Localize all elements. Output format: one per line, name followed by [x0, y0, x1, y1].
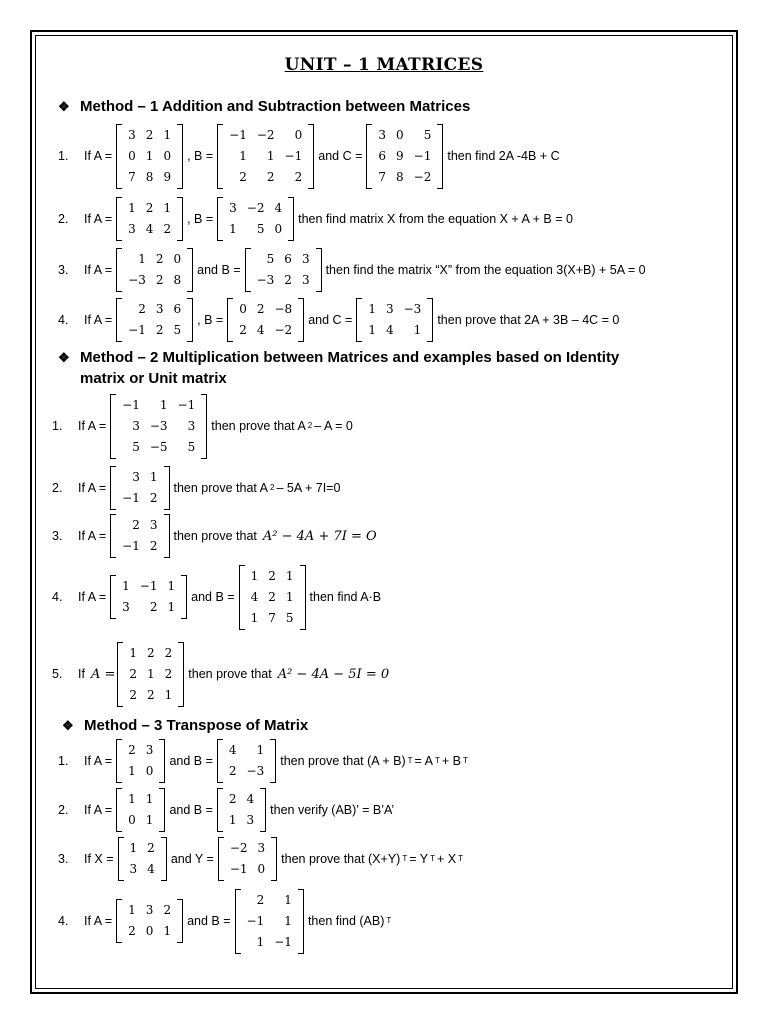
matrix-entry: 1 — [149, 470, 158, 484]
matrix-entry: 1 — [138, 252, 146, 266]
matrix-entry: 1 — [239, 148, 247, 163]
matrix — [217, 196, 294, 242]
matrix-entry: 1 — [163, 924, 172, 938]
matrix-entry: 4 — [250, 589, 259, 604]
matrix-entry: 2 — [228, 792, 237, 806]
matrix-entry: 0 — [173, 252, 182, 266]
matrix — [110, 574, 187, 620]
matrix-entry: 3 — [301, 273, 310, 287]
matrix-entry: 0 — [145, 924, 154, 938]
diamond-bullet-icon: ❖ — [58, 99, 70, 114]
matrix-entry: 0 — [274, 222, 283, 236]
question-text: then prove that 2A + 3B – 4C = 0 — [437, 313, 620, 327]
matrix-entry: 4 — [228, 743, 237, 757]
matrix-entry: 0 — [396, 127, 404, 142]
matrix-entry: 9 — [163, 169, 172, 184]
matrix — [217, 738, 276, 784]
matrix-entry: 1 — [128, 903, 136, 917]
question-text: then find matrix X from the equation X + A + B = 0 — [298, 212, 573, 226]
matrix-entry: 0 — [163, 148, 172, 163]
matrix-entry: 0 — [128, 148, 136, 163]
question-number: 2. — [52, 481, 63, 495]
question-row: 1. If A = 2 3 1 0 and B = 4 1 2 −3 then prove that (A + B) T = A T + B T — [58, 738, 468, 784]
matrix-entry: 2 — [147, 645, 155, 660]
matrix-entry: 2 — [164, 645, 173, 660]
matrix — [218, 836, 277, 882]
matrix-entry: 1 — [129, 841, 138, 855]
matrix — [227, 297, 304, 343]
matrix — [110, 513, 169, 559]
question-text: then prove that — [188, 667, 272, 681]
matrix — [235, 888, 304, 955]
question-text: and B = — [197, 263, 241, 277]
matrix-entry: 1 — [284, 913, 292, 928]
page-title: UNIT – 1 MATRICES — [284, 55, 484, 75]
matrix-entry: 3 — [129, 862, 138, 876]
matrix — [110, 393, 207, 460]
matrix-entry: −1 — [122, 491, 140, 505]
matrix-entry: 6 — [284, 252, 292, 266]
matrix-entry: 4 — [256, 323, 265, 337]
equation: A = — [90, 666, 116, 682]
matrix-entry: 1 — [284, 892, 292, 907]
question-row — [58, 787, 396, 833]
matrix-entry: 5 — [187, 439, 196, 454]
matrix-entry: 0 — [294, 127, 303, 142]
question-text: If A = — [78, 529, 107, 543]
matrix-entry: 1 — [129, 645, 138, 660]
matrix-entry: 3 — [378, 127, 387, 142]
question-text: then prove that A — [173, 481, 269, 495]
question-text: and B = — [187, 914, 231, 928]
question-number: 2. — [58, 803, 69, 817]
matrix-entry: 7 — [128, 169, 136, 184]
matrix-entry: 1 — [368, 323, 376, 337]
matrix-entry: −3 — [256, 273, 275, 287]
matrix-entry: 3 — [246, 813, 255, 827]
matrix-entry: 2 — [138, 302, 146, 316]
question-row — [52, 562, 383, 632]
question-text: If A = — [78, 419, 107, 433]
matrix-entry: 6 — [173, 302, 182, 316]
question-text: If A = — [84, 914, 113, 928]
matrix-entry: 3 — [257, 841, 266, 855]
matrix-entry: 5 — [285, 610, 294, 625]
matrix-entry: −1 — [128, 323, 146, 337]
matrix-entry: −2 — [246, 201, 265, 215]
question-row — [58, 297, 621, 343]
question-text: and B = — [191, 590, 235, 604]
question-row: 2. If A = 3 1 −1 2 then prove that A 2 – 5A + 7I=0 — [52, 465, 342, 511]
question-row: 3. If X = 1 2 3 4 and Y = −2 3 −1 0 then prove that (X+Y) T = Y T + X T — [58, 836, 463, 882]
section-heading-method-2: ❖ Method – 2 Multiplication between Matrices and examples based on Identity matrix or Unit matrix — [58, 349, 620, 387]
question-text: – A = 0 — [314, 419, 353, 433]
matrix — [116, 196, 183, 242]
matrix — [245, 247, 322, 293]
question-text: and Y = — [170, 852, 214, 866]
matrix — [118, 836, 167, 882]
matrix-entry: 3 — [145, 743, 154, 757]
question-number: 4. — [52, 590, 63, 604]
matrix-entry: 3 — [132, 418, 140, 433]
matrix-entry: 2 — [149, 539, 158, 553]
matrix-entry: −1 — [274, 934, 292, 949]
section-heading-method-3: ❖ Method – 3 Transpose of Matrix — [62, 717, 309, 734]
matrix-entry: 2 — [163, 222, 172, 236]
matrix-entry: 3 — [301, 252, 310, 266]
section-heading-method-1: ❖ Method – 1 Addition and Subtraction between Matrices — [58, 98, 471, 115]
matrix-entry: 1 — [285, 568, 294, 583]
matrix-entry: 8 — [145, 169, 154, 184]
matrix-entry: 1 — [228, 813, 237, 827]
matrix-entry: 1 — [256, 743, 265, 757]
matrix-entry: 2 — [228, 764, 237, 778]
question-text: If — [78, 667, 85, 681]
matrix-entry: 3 — [132, 470, 140, 484]
matrix-entry: 1 — [368, 302, 376, 316]
question-row — [52, 639, 389, 709]
matrix — [366, 123, 443, 190]
matrix-entry: 8 — [396, 169, 404, 184]
matrix-entry: 7 — [268, 610, 276, 625]
matrix-entry: 2 — [266, 169, 275, 184]
equation: A² − 4A − 5I = 0 — [277, 666, 390, 682]
matrix-entry: 4 — [274, 201, 283, 215]
question-number: 3. — [52, 529, 63, 543]
matrix-entry: 1 — [128, 792, 136, 806]
matrix-entry: 2 — [268, 568, 276, 583]
matrix-entry: 2 — [147, 841, 155, 855]
matrix-entry: −3 — [246, 764, 265, 778]
question-number: 1. — [52, 419, 63, 433]
matrix-entry: 3 — [128, 222, 136, 236]
matrix-entry: 3 — [385, 302, 394, 316]
matrix-entry: 1 — [256, 934, 265, 949]
matrix-entry: 2 — [155, 323, 164, 337]
matrix-entry: 1 — [250, 568, 259, 583]
matrix-entry: −1 — [229, 862, 248, 876]
matrix-entry: 2 — [149, 600, 158, 614]
question-number: 1. — [58, 149, 69, 163]
question-text: If A = — [84, 754, 113, 768]
matrix-entry: 1 — [145, 813, 154, 827]
matrix-entry: −1 — [229, 127, 247, 142]
matrix-entry: 1 — [128, 764, 136, 778]
matrix — [110, 465, 169, 511]
question-row: 1. If A = −1 1 −1 3 −3 3 5 −5 5 then prove that A 2 – A = 0 — [52, 391, 355, 461]
matrix-entry: 1 — [128, 201, 136, 215]
matrix-entry: −5 — [149, 439, 168, 454]
matrix — [356, 297, 433, 343]
question-number: 4. — [58, 914, 69, 928]
matrix-entry: 1 — [167, 600, 176, 614]
matrix-entry: 2 — [164, 666, 173, 681]
question-text: – 5A + 7I=0 — [276, 481, 341, 495]
matrix-entry: 2 — [294, 169, 303, 184]
matrix-entry: 4 — [246, 792, 255, 806]
question-text: and C = — [318, 149, 363, 163]
matrix-entry: 1 — [122, 579, 130, 593]
matrix-entry: −1 — [177, 397, 196, 412]
matrix — [239, 564, 306, 631]
matrix-entry: 2 — [145, 201, 154, 215]
matrix-entry: 1 — [266, 148, 275, 163]
question-text: and C = — [308, 313, 353, 327]
question-text: = Y — [409, 852, 429, 866]
matrix-entry: −2 — [229, 841, 248, 855]
matrix-entry: −1 — [122, 539, 140, 553]
matrix-entry: −3 — [128, 273, 146, 287]
matrix-entry: 6 — [378, 148, 387, 163]
matrix-entry: 2 — [128, 924, 136, 938]
matrix-entry: −2 — [256, 127, 275, 142]
question-text: If A = — [78, 590, 107, 604]
matrix-entry: 4 — [147, 862, 155, 876]
matrix-entry: 1 — [145, 792, 154, 806]
matrix-entry: 1 — [164, 687, 173, 702]
diamond-bullet-icon: ❖ — [62, 718, 74, 733]
question-text: then find 2A -4B + C — [447, 149, 560, 163]
matrix — [217, 123, 314, 190]
matrix-entry: 3 — [187, 418, 196, 433]
question-text: If A = — [78, 481, 107, 495]
matrix-entry: −1 — [413, 148, 432, 163]
matrix-entry: 5 — [423, 127, 432, 142]
matrix-entry: −2 — [413, 169, 432, 184]
matrix-entry: 3 — [149, 518, 158, 532]
matrix-entry: 8 — [173, 273, 182, 287]
question-text: then prove that A — [211, 419, 306, 433]
question-text: then prove that — [173, 529, 257, 543]
question-text: + X — [437, 852, 457, 866]
matrix-entry: 3 — [145, 903, 154, 917]
matrix-entry: 2 — [239, 169, 247, 184]
question-text: , B = — [187, 212, 214, 226]
question-text: then find (AB) — [307, 914, 385, 928]
question-number: 2. — [58, 212, 69, 226]
diamond-bullet-icon: ❖ — [58, 350, 70, 365]
matrix-entry: −2 — [274, 323, 293, 337]
matrix-entry: −3 — [149, 418, 168, 433]
matrix-entry: 1 — [250, 610, 259, 625]
question-number: 1. — [58, 754, 69, 768]
question-text: If A = — [84, 263, 113, 277]
matrix — [116, 297, 193, 343]
matrix-entry: 2 — [155, 273, 164, 287]
matrix-entry: 2 — [147, 687, 155, 702]
matrix — [117, 641, 184, 708]
question-text: and B = — [169, 754, 213, 768]
matrix-entry: 5 — [266, 252, 275, 266]
matrix-entry: 2 — [149, 491, 158, 505]
question-text: + B — [441, 754, 461, 768]
question-text: If X = — [84, 852, 114, 866]
matrix-entry: 1 — [163, 127, 172, 142]
question-text: If A = — [84, 212, 113, 226]
matrix-entry: 2 — [284, 273, 292, 287]
matrix-entry: 0 — [128, 813, 136, 827]
matrix-entry: 1 — [163, 201, 172, 215]
question-text: then find A·B — [309, 590, 382, 604]
question-number: 4. — [58, 313, 69, 327]
matrix-entry: 2 — [256, 302, 265, 316]
question-text: = A — [414, 754, 433, 768]
matrix-entry: 4 — [145, 222, 154, 236]
matrix-entry: 2 — [239, 323, 247, 337]
matrix-entry: 2 — [128, 743, 136, 757]
question-text: If A = — [84, 313, 113, 327]
matrix-entry: 3 — [122, 600, 130, 614]
matrix — [116, 787, 165, 833]
question-row — [58, 196, 575, 242]
question-text: then prove that (A + B) — [280, 754, 406, 768]
question-row — [52, 513, 377, 559]
matrix-entry: 5 — [173, 323, 182, 337]
question-text: then find the matrix “X” from the equation 3(X+B) + 5A = 0 — [325, 263, 646, 277]
question-row: 4. If A = 1 3 2 2 0 1 and B = 2 1 −1 1 1 −1 then find (AB) T — [58, 886, 391, 956]
matrix-entry: −1 — [139, 579, 158, 593]
question-number: 5. — [52, 667, 63, 681]
matrix-entry: 3 — [229, 201, 237, 215]
matrix — [116, 898, 183, 944]
matrix-entry: −1 — [284, 148, 303, 163]
matrix-entry: 2 — [268, 589, 276, 604]
matrix-entry: 1 — [145, 148, 154, 163]
matrix-entry: 3 — [155, 302, 164, 316]
matrix-entry: 7 — [378, 169, 387, 184]
matrix-entry: 5 — [132, 439, 140, 454]
matrix-entry: 3 — [128, 127, 136, 142]
question-number: 3. — [58, 852, 69, 866]
question-text: , B = — [187, 149, 214, 163]
matrix — [116, 247, 193, 293]
matrix-entry: 1 — [229, 222, 237, 236]
question-text: , B = — [197, 313, 224, 327]
matrix-entry: 2 — [163, 903, 172, 917]
matrix-entry: 5 — [256, 222, 265, 236]
matrix-entry: 2 — [132, 518, 140, 532]
matrix-entry: 2 — [129, 666, 138, 681]
matrix-entry: 2 — [145, 127, 154, 142]
matrix-entry: 1 — [167, 579, 176, 593]
question-text: If A = — [84, 803, 113, 817]
question-row — [58, 247, 648, 293]
matrix-entry: −1 — [246, 913, 265, 928]
matrix-entry: 2 — [256, 892, 265, 907]
matrix-entry: 0 — [239, 302, 247, 316]
matrix-entry: 2 — [155, 252, 164, 266]
matrix-entry: 9 — [396, 148, 404, 163]
question-text: then prove that (X+Y) — [281, 852, 401, 866]
matrix-entry: −3 — [403, 302, 422, 316]
matrix — [116, 123, 183, 190]
matrix-entry: 1 — [159, 397, 168, 412]
matrix — [116, 738, 165, 784]
matrix-entry: −8 — [274, 302, 293, 316]
matrix-entry: 1 — [147, 666, 155, 681]
matrix-entry: 4 — [385, 323, 394, 337]
matrix-entry: 0 — [257, 862, 266, 876]
question-text: and B = — [169, 803, 213, 817]
question-number: 3. — [58, 263, 69, 277]
matrix-entry: −1 — [122, 397, 140, 412]
matrix-entry: 0 — [145, 764, 154, 778]
equation: A² − 4A + 7I = O — [262, 528, 377, 544]
matrix-entry: 2 — [129, 687, 138, 702]
question-text: then verify (AB)’ = B’A’ — [270, 803, 395, 817]
question-text: If A = — [84, 149, 113, 163]
matrix-entry: 1 — [285, 589, 294, 604]
matrix — [217, 787, 266, 833]
question-row — [58, 121, 562, 191]
matrix-entry: 1 — [413, 323, 422, 337]
